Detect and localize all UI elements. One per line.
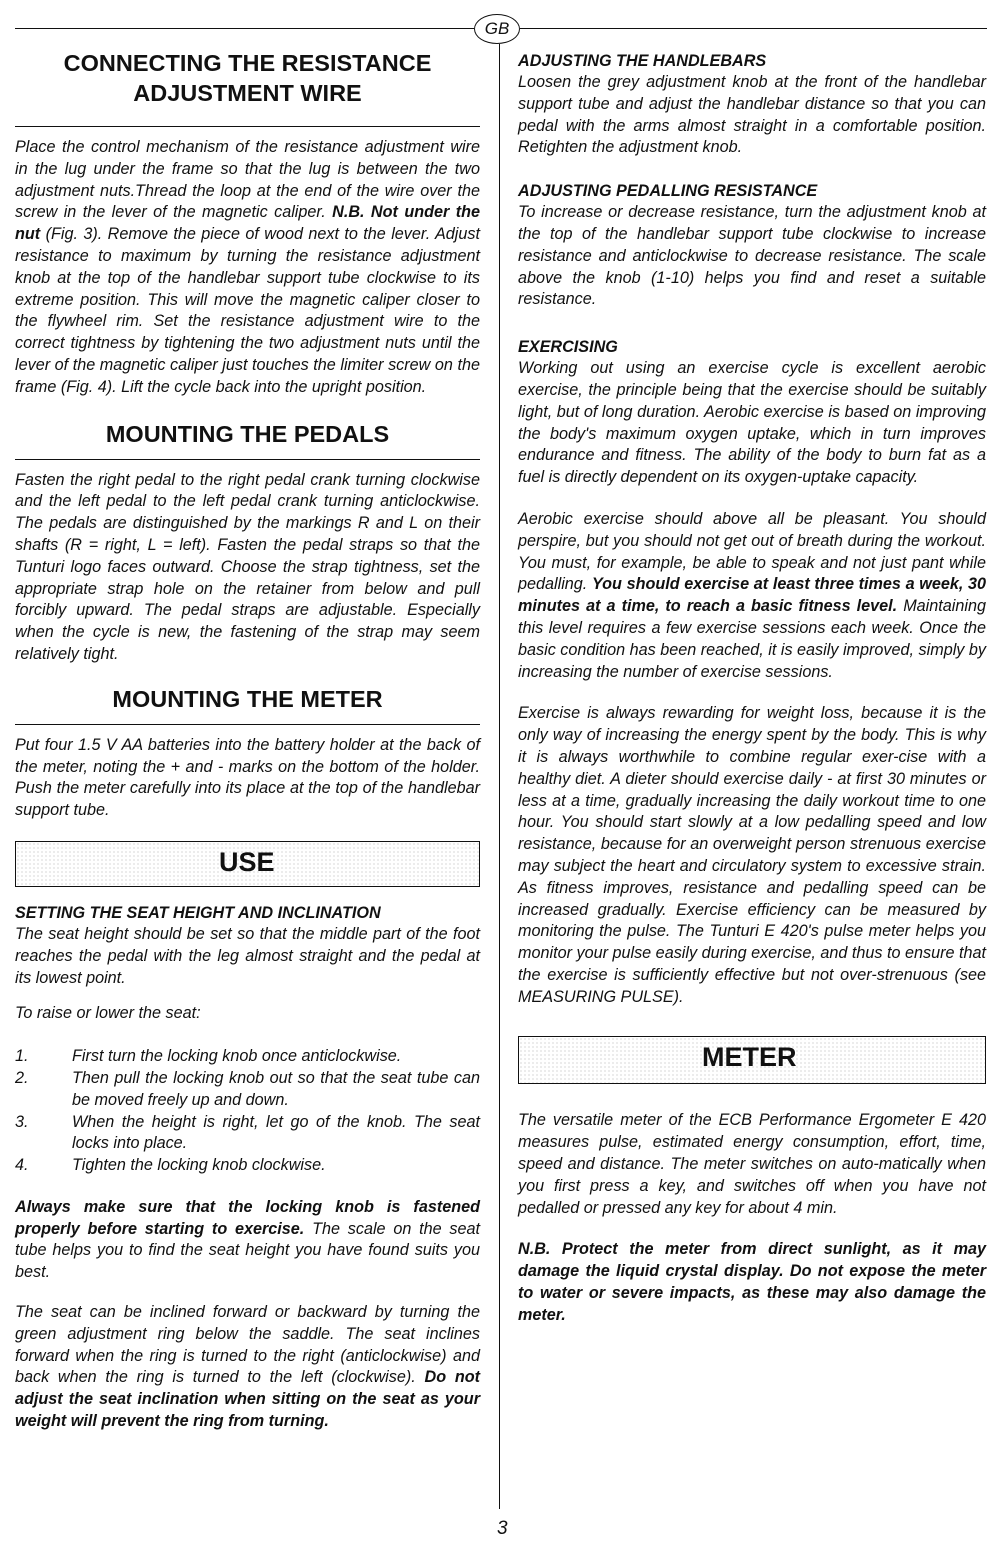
heading-seat: SETTING THE SEAT HEIGHT AND INCLINATION xyxy=(15,903,381,922)
right-column xyxy=(518,48,986,1327)
divider xyxy=(15,459,480,460)
header-rule-right xyxy=(520,28,987,29)
heading-pedals: MOUNTING THE PEDALS xyxy=(105,420,390,447)
paragraph-meter-intro: The versatile meter of the ECB Performance Ergometer E 420 measures pulse, estimated energy consumption, effort, time, speed and distance. The meter switches on auto-matically when you first press a key, and switches off when you have not pedalled or pressed any key for about 4 min. xyxy=(518,1111,986,1217)
paragraph-exercising-1: Working out using an exercise cycle is excellent aerobic exercise, the principle being that the exercise should be suitably light, but of long duration. Aerobic exercise is based on improving the body's maximum oxygen uptake, which in turn improves endurance and fitness. The ability of the body to burn fat as a fuel is directly dependent on its oxygen-uptake capacity. xyxy=(518,359,986,487)
list-item: 3. When the height is right, let go of the knob. The seat locks into place. xyxy=(15,1112,480,1153)
paragraph-pedals: Fasten the right pedal to the right pedal crank turning clockwise and the left pedal to the left pedal crank turning anticlockwise. The pedals are distinguished by the markings R and L on their shafts (R = right, L = left). Fasten the pedal straps so that the Tunturi logo faces outward. Choose the strap tightness, set the appropriate strap hole on the retainer from below and pull forcibly upward. The pedal straps are adjustable. Especially when the cycle is new, the fastening of the strap may seem relatively tight. xyxy=(15,470,480,663)
paragraph-pedalling-resistance: To increase or decrease resistance, turn the adjustment knob at the top of the handlebar support tube clockwise to increase resistance and anticlockwise to decrease resistance. The scale above the knob (1-10) helps you find and reset a suitable resistance. xyxy=(518,203,986,309)
section-title-use: USE xyxy=(219,846,275,877)
section-box-meter xyxy=(518,1036,986,1084)
paragraph-locking-warning: Always make sure that the locking knob is fastened properly before starting to exercise. The scale on the seat tube helps you to find the seat height you have found suits you best. xyxy=(15,1197,480,1282)
paragraph-seat: The seat height should be set so that the middle part of the foot reaches the pedal with the leg almost straight and the pedal at its lowest point. xyxy=(15,924,480,987)
heading-handlebars: ADJUSTING THE HANDLEBARS xyxy=(518,52,767,70)
language-badge: GB xyxy=(474,14,520,44)
list-item: 4. Tighten the locking knob clockwise. xyxy=(15,1156,326,1175)
steps-list xyxy=(15,1046,480,1177)
list-item: 1. First turn the locking knob once anticlockwise. xyxy=(15,1047,402,1066)
heading-pedalling-resistance: ADJUSTING PEDALLING RESISTANCE xyxy=(518,182,818,201)
paragraph-exercising-3: Exercise is always rewarding for weight loss, because it is the only way of increasing the energy spent by the body. This is why it is always worthwhile to combine regular exer-cise with a healthy diet. A dieter should exercise daily - at first 30 minutes or less at a time, gradually increasing the daily workout time to one hour. You should start slowly at a low pedalling speed and low resistance, because for an overweight person strenuous exercise may subject the heart and circulatory system to excessive strain. As fitness improves, resistance and pedalling speed can be increased gradually. Exercise efficiency can be measured by monitoring the pulse. The Tunturi E 420's pulse meter helps you monitor your pulse easily during exercise, and thus to ensure that the exercise is sufficiently effective but not over-strenuous (see MEASURING PULSE). xyxy=(518,704,986,1006)
section-title-meter: METER xyxy=(702,1042,797,1073)
paragraph-handlebars: Loosen the grey adjustment knob at the front of the handlebar support tube and adjust the handlebar distance so that you can pedal with the arms almost straight in a comfortable position. Retighten the adjustment knob. xyxy=(518,73,986,157)
paragraph-exercising-2: Aerobic exercise should above all be pleasant. You should perspire, but you should not get out of breath during the workout. You must, for example, be able to speak and not just pant while pedalling. You should exercise at least three times a week, 30 minutes at a time, to reach a basic fitness level. Maintaining this level requires a few exercise sessions each week. Once the basic condition has been reached, it is easily improved, simply by increasing the number of exercise sessions. xyxy=(518,509,986,681)
paragraph-meter-warning: N.B. Protect the meter from direct sunlight, as it may damage the liquid crystal display. Do not expose the meter to water or severe impacts, as these may also damage the meter. xyxy=(518,1240,986,1324)
list-item: 2. Then pull the locking knob out so that the seat tube can be moved freely up and down. xyxy=(15,1068,480,1109)
column-divider xyxy=(499,44,500,1509)
heading-meter: MOUNTING THE METER xyxy=(112,685,383,712)
paragraph-resistance: Place the control mechanism of the resistance adjustment wire in the lug under the frame so that the lug is between the two adjustment nuts.Thread the loop at the end of the wire over the screw in the lever of the magnetic caliper. N.B. Not under the nut (Fig. 3). Remove the piece of wood next to the lever. Adjust resistance to maximum by turning the resistance adjustment knob at the top of the handlebar support tube clockwise to its extreme position. This will move the magnetic caliper closer to the flywheel rim. Set the resistance adjustment wire to the correct tightness by tightening the two adjustment nuts until the lever of the magnetic caliper just touches the limiter screw on the frame (Fig. 4). Lift the cycle back into the upright position. xyxy=(15,138,480,396)
header-rule-left xyxy=(15,28,474,29)
paragraph-inclination: The seat can be inclined forward or backward by turning the green adjustment ring below the saddle. The seat inclines forward when the ring is turned to the right (anticlockwise) and back when the ring is turned to the left (clockwise). Do not adjust the seat inclination when sitting on the seat as your weight will prevent the ring from turning. xyxy=(15,1303,480,1431)
divider xyxy=(15,126,480,127)
heading-exercising: EXERCISING xyxy=(518,338,618,357)
heading-resistance-wire: CONNECTING THE RESISTANCE ADJUSTMENT WIRE xyxy=(63,50,432,106)
page-number: 3 xyxy=(497,1518,508,1539)
left-column xyxy=(15,48,480,1433)
paragraph-raise: To raise or lower the seat: xyxy=(15,1004,201,1023)
section-box-use xyxy=(15,841,480,887)
paragraph-meter: Put four 1.5 V AA batteries into the battery holder at the back of the meter, noting the + and - marks on the bottom of the holder. Push the meter carefully into its place at the top of the handlebar support tube. xyxy=(15,735,480,820)
divider xyxy=(15,724,480,725)
